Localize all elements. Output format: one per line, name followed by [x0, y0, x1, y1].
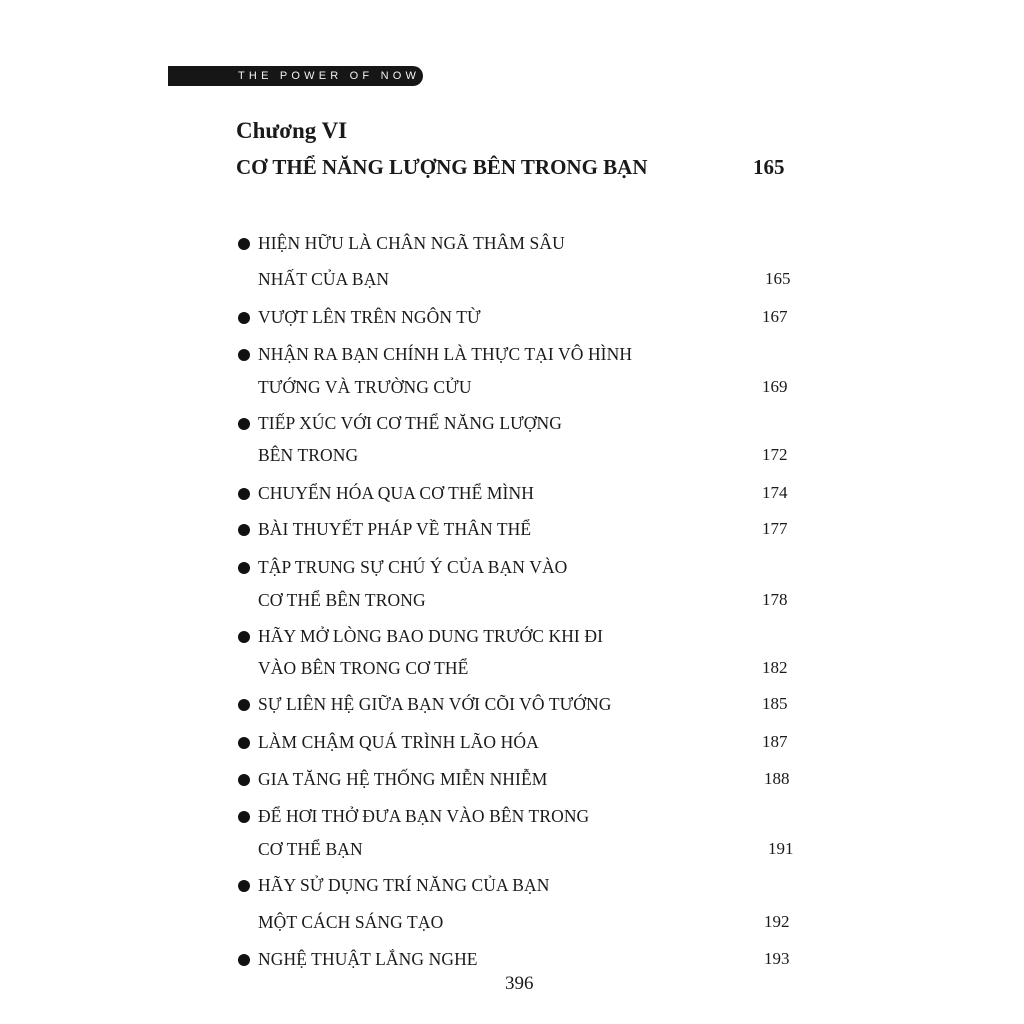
page-folio: 396 [505, 973, 534, 994]
bullet-icon [238, 631, 250, 643]
toc-entry-title: NHẬN RA BẠN CHÍNH LÀ THỰC TẠI VÔ HÌNH [258, 344, 633, 364]
toc-entry-title-continued: BÊN TRONG [258, 445, 359, 465]
toc-entry-page-number: 187 [762, 732, 788, 751]
chapter-page-number: 165 [753, 155, 785, 179]
bullet-icon [238, 562, 250, 574]
bullet-icon [238, 699, 250, 711]
toc-entry-page-number: 188 [764, 769, 790, 788]
bullet-icon [238, 312, 250, 324]
chapter-label: Chương VI [236, 118, 348, 143]
toc-entry-page-number: 191 [768, 839, 794, 858]
toc-entry-title: ĐỂ HƠI THỞ ĐƯA BẠN VÀO BÊN TRONG [258, 806, 590, 826]
toc-entry-title: LÀM CHẬM QUÁ TRÌNH LÃO HÓA [258, 732, 539, 752]
toc-entry-title: TẬP TRUNG SỰ CHÚ Ý CỦA BẠN VÀO [258, 557, 568, 577]
bullet-icon [238, 349, 250, 361]
bullet-icon [238, 954, 250, 966]
toc-entry-page-number: 182 [762, 658, 788, 677]
toc-entry-title-continued: VÀO BÊN TRONG CƠ THỂ [258, 658, 469, 678]
toc-entry-title-continued: MỘT CÁCH SÁNG TẠO [258, 912, 444, 932]
toc-entry-title-continued: TƯỚNG VÀ TRƯỜNG CỬU [258, 377, 472, 397]
toc-entry-page-number: 193 [764, 949, 790, 968]
toc-entry-page-number: 165 [765, 269, 791, 288]
toc-entry-title-continued: CƠ THỂ BẠN [258, 839, 363, 859]
toc-entry-title: VƯỢT LÊN TRÊN NGÔN TỪ [258, 307, 481, 327]
toc-entry-title: HIỆN HỮU LÀ CHÂN NGÃ THÂM SÂU [258, 233, 565, 253]
bullet-icon [238, 811, 250, 823]
toc-entry-page-number: 185 [762, 694, 788, 713]
toc-entry-title-continued: CƠ THỂ BÊN TRONG [258, 590, 426, 610]
toc-entry-page-number: 177 [762, 519, 788, 538]
toc-entry-title: TIẾP XÚC VỚI CƠ THỂ NĂNG LƯỢNG [258, 413, 563, 433]
bullet-icon [238, 524, 250, 536]
chapter-title: CƠ THỂ NĂNG LƯỢNG BÊN TRONG BẠN [236, 155, 648, 179]
bullet-icon [238, 238, 250, 250]
bullet-icon [238, 774, 250, 786]
toc-entry-page-number: 174 [762, 483, 788, 502]
bullet-icon [238, 488, 250, 500]
bullet-icon [238, 418, 250, 430]
toc-entry-title: SỰ LIÊN HỆ GIỮA BẠN VỚI CÕI VÔ TƯỚNG [258, 694, 612, 714]
toc-entry-page-number: 172 [762, 445, 788, 464]
running-header-title: THE POWER OF NOW [238, 70, 421, 82]
toc-entry-page-number: 178 [762, 590, 788, 609]
toc-entry-title: NGHỆ THUẬT LẮNG NGHE [258, 949, 478, 969]
toc-entry-title: GIA TĂNG HỆ THỐNG MIỄN NHIỄM [258, 769, 548, 789]
toc-entry-title: HÃY SỬ DỤNG TRÍ NĂNG CỦA BẠN [258, 875, 550, 895]
toc-entry-page-number: 169 [762, 377, 788, 396]
bullet-icon [238, 880, 250, 892]
toc-entry-page-number: 167 [762, 307, 788, 326]
toc-entry-title: CHUYỂN HÓA QUA CƠ THỂ MÌNH [258, 483, 534, 503]
toc-entry-title: BÀI THUYẾT PHÁP VỀ THÂN THỂ [258, 519, 532, 539]
toc-entry-title-continued: NHẤT CỦA BẠN [258, 269, 390, 289]
bullet-icon [238, 737, 250, 749]
toc-entry-title: HÃY MỞ LÒNG BAO DUNG TRƯỚC KHI ĐI [258, 626, 603, 646]
toc-entry-page-number: 192 [764, 912, 790, 931]
